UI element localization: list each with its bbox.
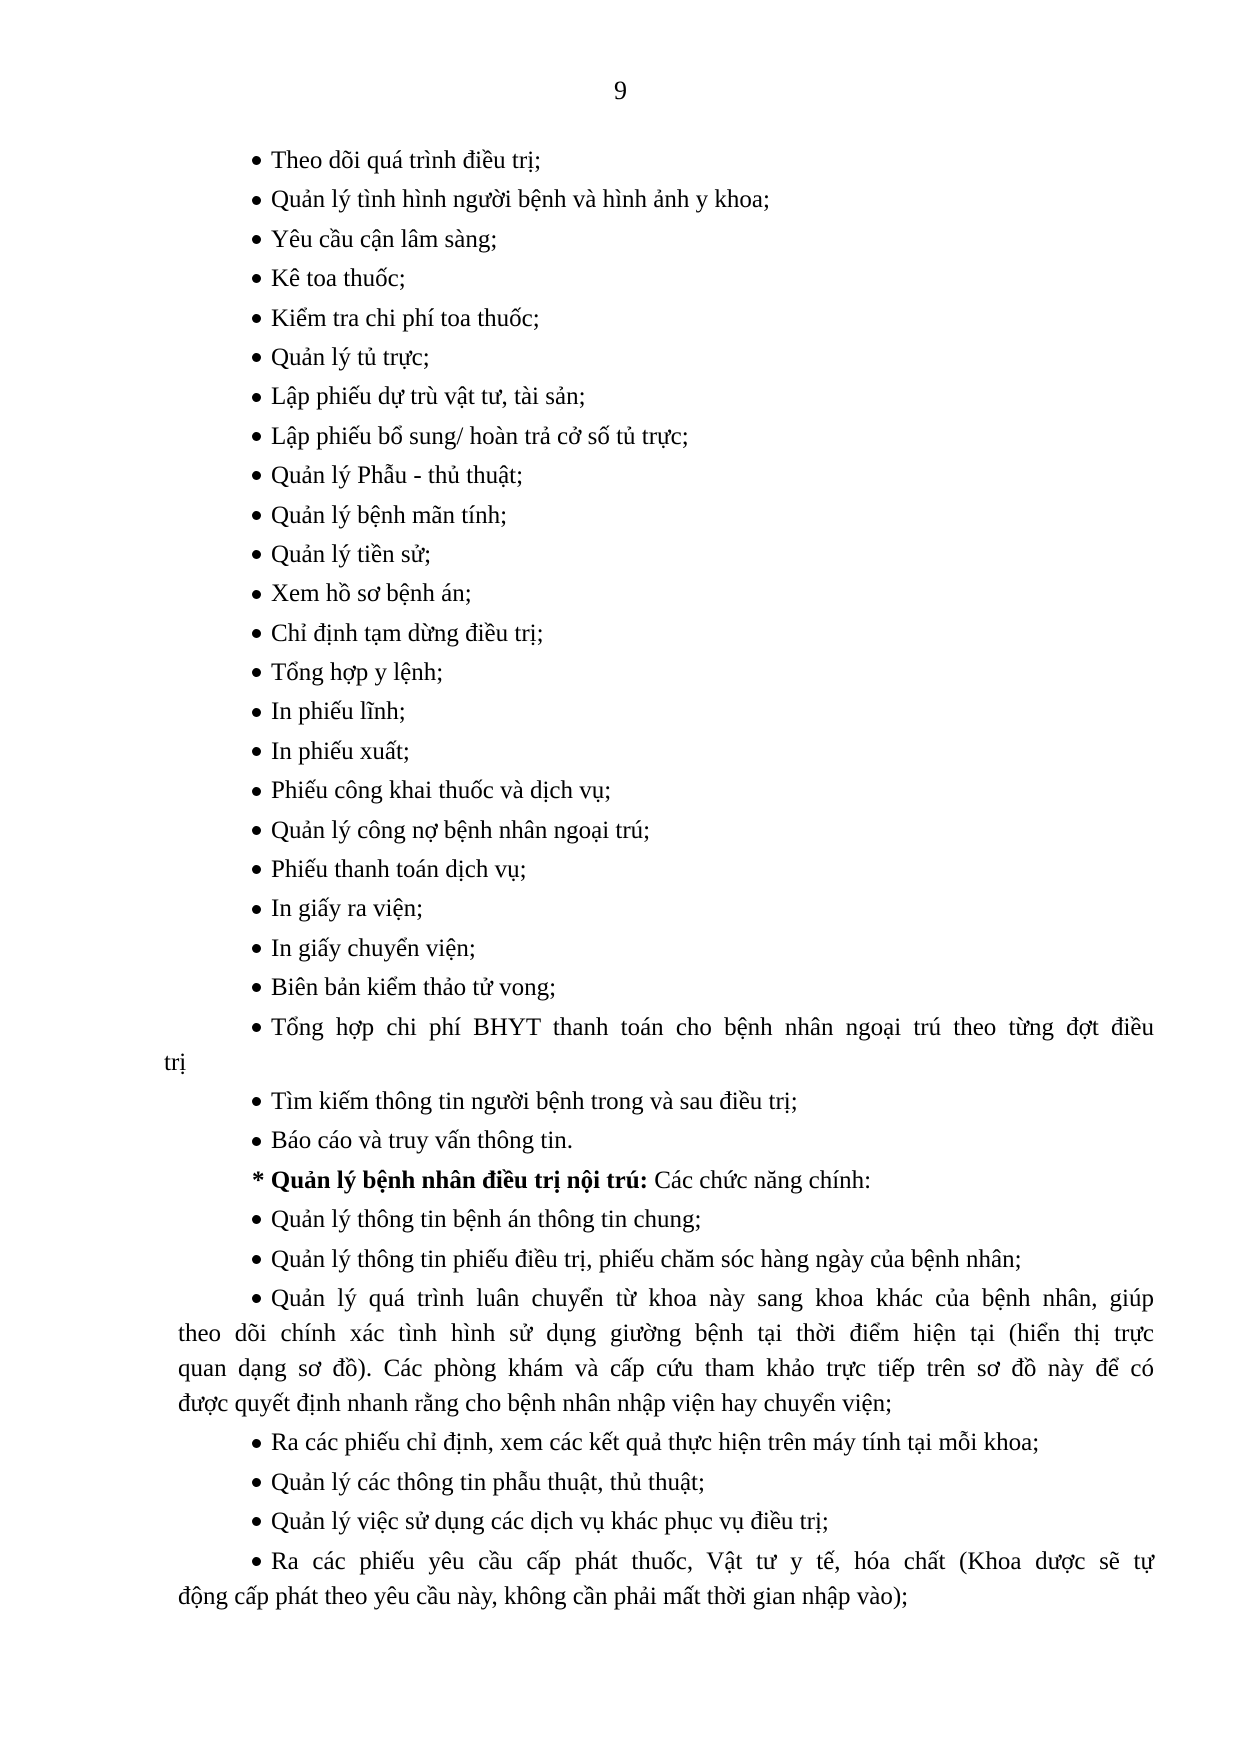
bullet-icon bbox=[252, 379, 271, 414]
bullet-icon bbox=[252, 1465, 271, 1500]
bullet-icon bbox=[252, 182, 271, 217]
bullet-icon bbox=[252, 1504, 271, 1539]
list-item: In giấy chuyển viện; bbox=[178, 931, 1154, 970]
list-item: Quản lý tình hình người bệnh và hình ảnh y khoa; bbox=[178, 182, 1154, 221]
bullet-icon bbox=[252, 970, 271, 1005]
list-item-wrapped: Ra các phiếu yêu cầu cấp phát thuốc, Vật tư y tế, hóa chất (Khoa dược sẽ tự động cấp phát theo yêu cầu này, không cần phải mất thời gian nhập vào); bbox=[178, 1544, 1154, 1614]
bullet-icon bbox=[252, 458, 271, 493]
list-item: Yêu cầu cận lâm sàng; bbox=[178, 222, 1154, 261]
list-item: Quản lý thông tin bệnh án thông tin chung; bbox=[178, 1202, 1154, 1241]
bullet-icon bbox=[252, 1425, 271, 1460]
list-item: Lập phiếu dự trù vật tư, tài sản; bbox=[178, 379, 1154, 418]
list-item: Quản lý bệnh mãn tính; bbox=[178, 498, 1154, 537]
list-item: Quản lý thông tin phiếu điều trị, phiếu chăm sóc hàng ngày của bệnh nhân; bbox=[178, 1242, 1154, 1281]
list-item: Kiểm tra chi phí toa thuốc; bbox=[178, 301, 1154, 340]
bullet-icon bbox=[252, 1084, 271, 1119]
list-item-wrapped: Quản lý quá trình luân chuyển từ khoa này sang khoa khác của bệnh nhân, giúp theo dõi chính xác tình hình sử dụng giường bệnh tại thời điểm hiện tại (hiển thị trực quan dạng sơ đồ). Các phòng khám và cấp cứu tham khảo trực tiếp trên sơ đồ này để có được quyết định nhanh rằng cho bệnh nhân nhập viện hay chuyển viện; bbox=[178, 1281, 1154, 1421]
list-item: Quản lý tiền sử; bbox=[178, 537, 1154, 576]
bullet-icon bbox=[252, 931, 271, 966]
list-item: Phiếu công khai thuốc và dịch vụ; bbox=[178, 773, 1154, 812]
section-heading: * Quản lý bệnh nhân điều trị nội trú: Các chức năng chính: bbox=[252, 1166, 872, 1194]
list-item: Quản lý việc sử dụng các dịch vụ khác phục vụ điều trị; bbox=[178, 1504, 1154, 1543]
list-item: Quản lý tủ trực; bbox=[178, 340, 1154, 379]
list-item: In phiếu xuất; bbox=[178, 734, 1154, 773]
bullet-icon bbox=[252, 813, 271, 848]
list-item: Ra các phiếu chỉ định, xem các kết quả thực hiện trên máy tính tại mỗi khoa; bbox=[178, 1425, 1154, 1464]
bullet-icon bbox=[252, 1202, 271, 1237]
bullet-icon bbox=[252, 301, 271, 336]
bullet-icon bbox=[252, 222, 271, 257]
bullet-icon bbox=[252, 340, 271, 375]
bullet-icon bbox=[252, 773, 271, 808]
list-item: Phiếu thanh toán dịch vụ; bbox=[178, 852, 1154, 891]
list-item: Quản lý công nợ bệnh nhân ngoại trú; bbox=[178, 813, 1154, 852]
bullet-icon bbox=[252, 852, 271, 887]
bullet-icon bbox=[252, 655, 271, 690]
bullet-icon bbox=[252, 1544, 271, 1579]
list-item: Báo cáo và truy vấn thông tin. bbox=[178, 1123, 1154, 1162]
list-item: Quản lý các thông tin phẫu thuật, thủ thuật; bbox=[178, 1465, 1154, 1504]
list-item: Quản lý Phẫu - thủ thuật; bbox=[178, 458, 1154, 497]
list-item: Lập phiếu bổ sung/ hoàn trả cở số tủ trực; bbox=[178, 419, 1154, 458]
bullet-icon bbox=[252, 616, 271, 651]
bullet-icon bbox=[252, 734, 271, 769]
list-item: In phiếu lĩnh; bbox=[178, 694, 1154, 733]
page-content bbox=[164, 143, 1154, 1618]
list-item: Chỉ định tạm dừng điều trị; bbox=[178, 616, 1154, 655]
list-item-wrapped: Tổng hợp chi phí BHYT thanh toán cho bệnh nhân ngoại trú theo từng đợt điều trị bbox=[178, 1010, 1154, 1080]
bullet-icon bbox=[252, 694, 271, 729]
bullet-icon bbox=[252, 1242, 271, 1277]
inpatient-function-list bbox=[178, 1202, 1154, 1613]
bullet-icon bbox=[252, 1010, 271, 1045]
bullet-icon bbox=[252, 261, 271, 296]
list-item: Tìm kiếm thông tin người bệnh trong và sau điều trị; bbox=[178, 1084, 1154, 1123]
list-item: Xem hồ sơ bệnh án; bbox=[178, 576, 1154, 615]
bullet-icon bbox=[252, 537, 271, 572]
bullet-icon bbox=[252, 419, 271, 454]
list-item: Tổng hợp y lệnh; bbox=[178, 655, 1154, 694]
bullet-icon bbox=[252, 576, 271, 611]
list-item: Biên bản kiểm thảo tử vong; bbox=[178, 970, 1154, 1009]
page-number: 9 bbox=[614, 76, 627, 105]
outpatient-function-list bbox=[164, 143, 1154, 1163]
list-item: In giấy ra viện; bbox=[178, 891, 1154, 930]
bullet-icon bbox=[252, 1281, 271, 1316]
list-item: Kê toa thuốc; bbox=[178, 261, 1154, 300]
bullet-icon bbox=[252, 498, 271, 533]
bullet-icon bbox=[252, 1123, 271, 1158]
bullet-icon bbox=[252, 891, 271, 926]
bullet-icon bbox=[252, 143, 271, 178]
list-item: Theo dõi quá trình điều trị; bbox=[178, 143, 1154, 182]
